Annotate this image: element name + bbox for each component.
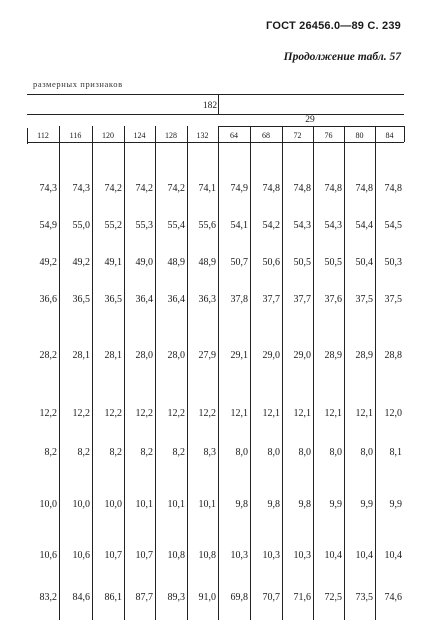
subgroup-rule: [218, 126, 404, 127]
column-header: 72: [293, 131, 302, 140]
table-cell: 37,8: [230, 294, 248, 305]
table-cell: 29,1: [230, 349, 248, 361]
table-cell: 9,8: [235, 498, 248, 510]
table-cell: 86,1: [104, 591, 122, 603]
table-cell: 74,2: [167, 183, 185, 194]
table-cell: 10,3: [293, 550, 311, 561]
table-cell: 28,0: [167, 349, 185, 361]
table-cell: 50,5: [293, 257, 311, 268]
table-cell: 74,3: [39, 183, 57, 194]
table-cell: 55,4: [167, 220, 185, 231]
table-cell: 37,6: [324, 294, 342, 305]
top-rule: [27, 94, 404, 95]
subgroup-divider: [218, 94, 219, 114]
table-row: [27, 574, 404, 620]
table-cell: 54,4: [355, 220, 373, 231]
table-cell: 55,3: [135, 220, 153, 231]
table-cell: 83,2: [39, 591, 57, 603]
table-cell: 8,2: [109, 447, 122, 458]
column-header: 80: [355, 131, 364, 140]
table-cell: 9,9: [329, 498, 342, 510]
table-cell: 50,7: [230, 257, 248, 268]
table-cell: 10,3: [230, 550, 248, 561]
table-row: [27, 281, 404, 318]
table-cell: 9,8: [267, 498, 280, 510]
table-cell: 37,5: [384, 294, 402, 305]
table-row: [27, 318, 404, 392]
table-cell: 50,4: [355, 257, 373, 268]
column-header: 128: [165, 131, 177, 140]
table-cell: 50,3: [384, 257, 402, 268]
table-cell: 36,5: [72, 294, 90, 305]
column-header: 116: [69, 131, 82, 140]
table-row: [27, 537, 404, 574]
table-cell: 74,8: [293, 183, 311, 194]
table-cell: 9,9: [360, 498, 373, 510]
table-cell: 28,9: [324, 349, 342, 361]
group-label-sub: 29: [305, 115, 315, 125]
table-cell: 27,9: [198, 349, 216, 361]
table-cell: 8,0: [235, 447, 248, 458]
column-divider: [27, 128, 28, 144]
table-row: [27, 392, 404, 434]
table-cell: 55,0: [72, 220, 90, 231]
table-row: [27, 170, 404, 207]
table-cell: 10,4: [355, 550, 373, 561]
table-cell: 49,1: [104, 257, 122, 268]
table-cell: 50,5: [324, 257, 342, 268]
table-cell: 28,8: [384, 349, 402, 361]
table-cell: 8,2: [77, 447, 90, 458]
table-cell: 12,2: [135, 407, 153, 419]
table-cell: 12,2: [72, 407, 90, 419]
table-cell: 10,1: [135, 498, 153, 510]
table-cell: 74,8: [384, 183, 402, 194]
table-cell: 28,1: [72, 349, 90, 361]
table-cell: 73,5: [355, 591, 373, 603]
table-cell: 10,7: [104, 550, 122, 561]
table-cell: 12,2: [167, 407, 185, 419]
table-cell: 10,0: [39, 498, 57, 510]
table-cell: 8,2: [172, 447, 185, 458]
group-label-main: 182: [202, 101, 218, 111]
page-header: ГОСТ 26456.0—89 С. 239: [266, 20, 401, 32]
table-cell: 10,1: [167, 498, 185, 510]
table-cell: 70,7: [262, 591, 280, 603]
table-cell: 49,2: [72, 257, 90, 268]
column-header-rule: [27, 142, 404, 143]
table-cell: 9,9: [389, 498, 402, 510]
column-header: 132: [196, 131, 209, 140]
table-cell: 74,6: [384, 591, 402, 603]
table-cell: 37,7: [293, 294, 311, 305]
table-cell: 10,8: [167, 550, 185, 561]
table-cell: 8,2: [44, 447, 57, 458]
table-cell: 69,8: [230, 591, 248, 603]
table-cell: 36,4: [135, 294, 153, 305]
table-cell: 74,1: [198, 183, 216, 194]
table-cell: 10,0: [104, 498, 122, 510]
table-cell: 54,3: [293, 220, 311, 231]
table-cell: 49,0: [135, 257, 153, 268]
table-cell: 12,2: [39, 407, 57, 419]
table-cell: 12,1: [324, 407, 342, 419]
table-cell: 48,9: [198, 257, 216, 268]
table-cell: 55,6: [198, 220, 216, 231]
table-cell: 29,0: [262, 349, 280, 361]
table-row: [27, 207, 404, 244]
table-cell: 36,5: [104, 294, 122, 305]
column-header: 64: [230, 131, 238, 140]
table-cell: 12,1: [262, 407, 280, 419]
table-cell: 74,2: [104, 183, 122, 194]
table-cell: 87,7: [135, 591, 153, 603]
table-cell: 8,0: [329, 447, 342, 458]
group-rule: [27, 114, 404, 115]
table-row: [27, 244, 404, 281]
table-cell: 8,1: [389, 447, 402, 458]
table-cell: 8,0: [360, 447, 373, 458]
table-cell: 74,8: [262, 183, 280, 194]
table-cell: 12,1: [355, 407, 373, 419]
table-cell: 28,1: [104, 349, 122, 361]
table-cell: 36,4: [167, 294, 185, 305]
table-cell: 28,0: [135, 349, 153, 361]
column-header: 68: [262, 131, 270, 140]
table-cell: 8,3: [203, 447, 216, 458]
table-cell: 10,4: [324, 550, 342, 561]
table-caption: размерных признаков: [33, 79, 123, 89]
table-cell: 10,4: [384, 550, 402, 561]
table-cell: 37,7: [262, 294, 280, 305]
table-cell: 10,6: [39, 550, 57, 561]
table-continuation-title: Продолжение табл. 57: [283, 51, 401, 63]
table-cell: 10,7: [135, 550, 153, 561]
column-divider: [404, 126, 405, 142]
table-cell: 28,9: [355, 349, 373, 361]
column-header: 120: [102, 131, 114, 140]
table-cell: 10,3: [262, 550, 280, 561]
table-cell: 54,1: [230, 220, 248, 231]
table-cell: 74,9: [230, 183, 248, 194]
table-cell: 50,6: [262, 257, 280, 268]
column-header: 76: [324, 131, 333, 140]
table-cell: 36,3: [198, 294, 216, 305]
table-cell: 12,2: [198, 407, 216, 419]
table-cell: 12,1: [293, 407, 311, 419]
table-row: [27, 471, 404, 537]
column-header: 112: [37, 131, 49, 140]
table-cell: 37,5: [355, 294, 373, 305]
table-cell: 91,0: [198, 591, 216, 603]
table-cell: 74,8: [324, 183, 342, 194]
table-cell: 36,6: [39, 294, 57, 305]
table-cell: 8,2: [140, 447, 153, 458]
table-cell: 8,0: [298, 447, 311, 458]
table-cell: 12,2: [104, 407, 122, 419]
table-cell: 74,3: [72, 183, 90, 194]
table-cell: 84,6: [72, 591, 90, 603]
table-cell: 10,6: [72, 550, 90, 561]
table-cell: 28,2: [39, 349, 57, 361]
table-cell: 89,3: [167, 591, 185, 603]
table-cell: 10,0: [72, 498, 90, 510]
table-cell: 9,8: [298, 498, 311, 510]
table-cell: 49,2: [39, 257, 57, 268]
table-cell: 54,3: [324, 220, 342, 231]
measurements-table: [27, 170, 404, 620]
table-cell: 12,1: [230, 407, 248, 419]
table-cell: 74,8: [355, 183, 373, 194]
column-header: 124: [133, 131, 146, 140]
table-row: [27, 434, 404, 471]
table-cell: 54,2: [262, 220, 280, 231]
column-header: 84: [385, 131, 394, 140]
table-cell: 72,5: [324, 591, 342, 603]
table-cell: 71,6: [293, 591, 311, 603]
table-cell: 10,8: [198, 550, 216, 561]
table-cell: 12,0: [384, 407, 402, 419]
table-cell: 10,1: [198, 498, 216, 510]
table-cell: 8,0: [267, 447, 280, 458]
table-cell: 54,5: [384, 220, 402, 231]
table-cell: 74,2: [135, 183, 153, 194]
table-cell: 48,9: [167, 257, 185, 268]
table-cell: 55,2: [104, 220, 122, 231]
table-cell: 29,0: [293, 349, 311, 361]
table-cell: 54,9: [39, 220, 57, 231]
